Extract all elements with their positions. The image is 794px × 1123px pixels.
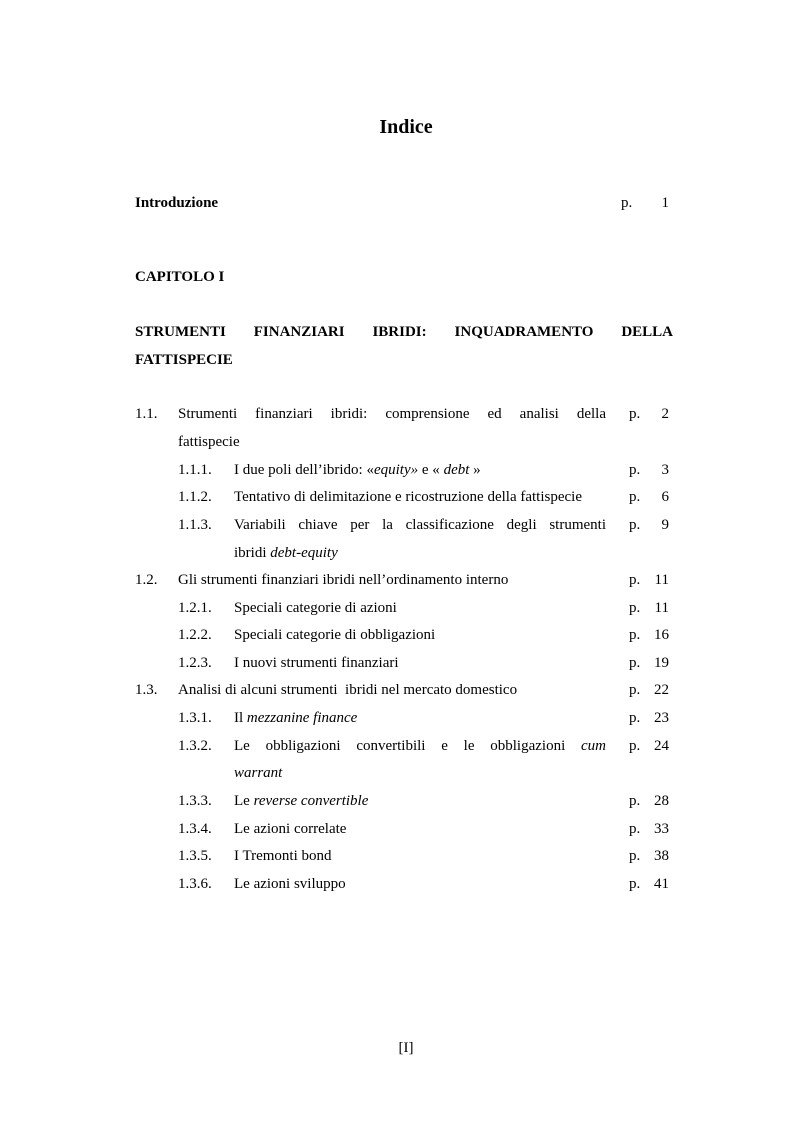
entry-page: 24	[654, 738, 669, 754]
entry-text: Le reverse convertible	[234, 793, 369, 809]
entry-text: Gli strumenti finanziari ibridi nell’ordinamento interno	[178, 572, 509, 588]
entry-number: 1.2.1.	[178, 600, 212, 616]
entry-text: I Tremonti bond	[234, 848, 332, 864]
entry-p: p.	[629, 821, 641, 837]
entry-text: Strumenti finanziari ibridi: comprensione ed analisi della	[178, 406, 606, 422]
entry-number: 1.1.1.	[178, 462, 212, 478]
entry-number: 1.3.1.	[178, 710, 212, 726]
entry-page: 6	[661, 489, 669, 505]
entry-number: 1.2.	[135, 572, 158, 588]
intro-p: p.	[621, 195, 633, 211]
chapter-heading-line1: STRUMENTI FINANZIARI IBRIDI: INQUADRAMENTO DELLA	[135, 324, 673, 340]
entry-page: 41	[654, 876, 669, 892]
entry-number: 1.3.2.	[178, 738, 212, 754]
entry-text: I due poli dell’ibrido: «equity» e « debt »	[234, 462, 481, 478]
entry-number: 1.3.	[135, 682, 158, 698]
entry-p: p.	[629, 406, 641, 422]
entry-p: p.	[629, 627, 641, 643]
entry-text: Le azioni correlate	[234, 821, 347, 837]
entry-number: 1.3.6.	[178, 876, 212, 892]
entry-page: 3	[661, 462, 669, 478]
entry-p: p.	[629, 682, 641, 698]
entry-page: 22	[654, 682, 669, 698]
intro-label: Introduzione	[135, 195, 219, 211]
entry-page: 16	[654, 627, 669, 643]
entry-text: Speciali categorie di obbligazioni	[234, 627, 436, 643]
entry-text-cont: ibridi debt-equity	[234, 545, 338, 561]
page-title: Indice	[379, 116, 433, 138]
entry-number: 1.3.5.	[178, 848, 212, 864]
entry-page: 28	[654, 793, 669, 809]
chapter-label: CAPITOLO I	[135, 269, 225, 285]
entry-p: p.	[629, 600, 641, 616]
entry-p: p.	[629, 793, 641, 809]
entry-page: 11	[654, 572, 669, 588]
entry-number: 1.1.3.	[178, 517, 212, 533]
entry-number: 1.1.	[135, 406, 158, 422]
entry-text: Le obbligazioni convertibili e le obbligazioni cum	[234, 738, 606, 754]
entry-text: Analisi di alcuni strumenti ibridi nel mercato domestico	[178, 682, 518, 698]
entry-p: p.	[629, 655, 641, 671]
page-number-footer: [I]	[398, 1040, 414, 1056]
entry-text: Tentativo di delimitazione e ricostruzione della fattispecie	[234, 489, 582, 505]
entry-number: 1.2.3.	[178, 655, 212, 671]
entry-text: I nuovi strumenti finanziari	[234, 655, 399, 671]
entry-number: 1.1.2.	[178, 489, 212, 505]
entry-p: p.	[629, 710, 641, 726]
entry-text: Le azioni sviluppo	[234, 876, 346, 892]
entry-page: 38	[654, 848, 669, 864]
entry-text: Variabili chiave per la classificazione degli strumenti	[234, 517, 606, 533]
entry-p: p.	[629, 489, 641, 505]
entry-p: p.	[629, 517, 641, 533]
intro-page: 1	[661, 195, 669, 211]
entry-text: Il mezzanine finance	[234, 710, 358, 726]
entry-text-cont: warrant	[234, 765, 283, 781]
entry-page: 23	[654, 710, 669, 726]
entry-number: 1.3.4.	[178, 821, 212, 837]
entry-p: p.	[629, 848, 641, 864]
entry-p: p.	[629, 876, 641, 892]
entry-page: 9	[661, 517, 669, 533]
entry-page: 19	[654, 655, 669, 671]
entry-page: 11	[654, 600, 669, 616]
entry-number: 1.2.2.	[178, 627, 212, 643]
entry-page: 2	[661, 406, 669, 422]
entry-p: p.	[629, 738, 641, 754]
chapter-heading-line2: FATTISPECIE	[135, 352, 233, 368]
entry-text-cont: fattispecie	[178, 434, 240, 450]
entry-p: p.	[629, 462, 641, 478]
entry-number: 1.3.3.	[178, 793, 212, 809]
entry-p: p.	[629, 572, 641, 588]
entry-text: Speciali categorie di azioni	[234, 600, 397, 616]
entry-page: 33	[654, 821, 669, 837]
